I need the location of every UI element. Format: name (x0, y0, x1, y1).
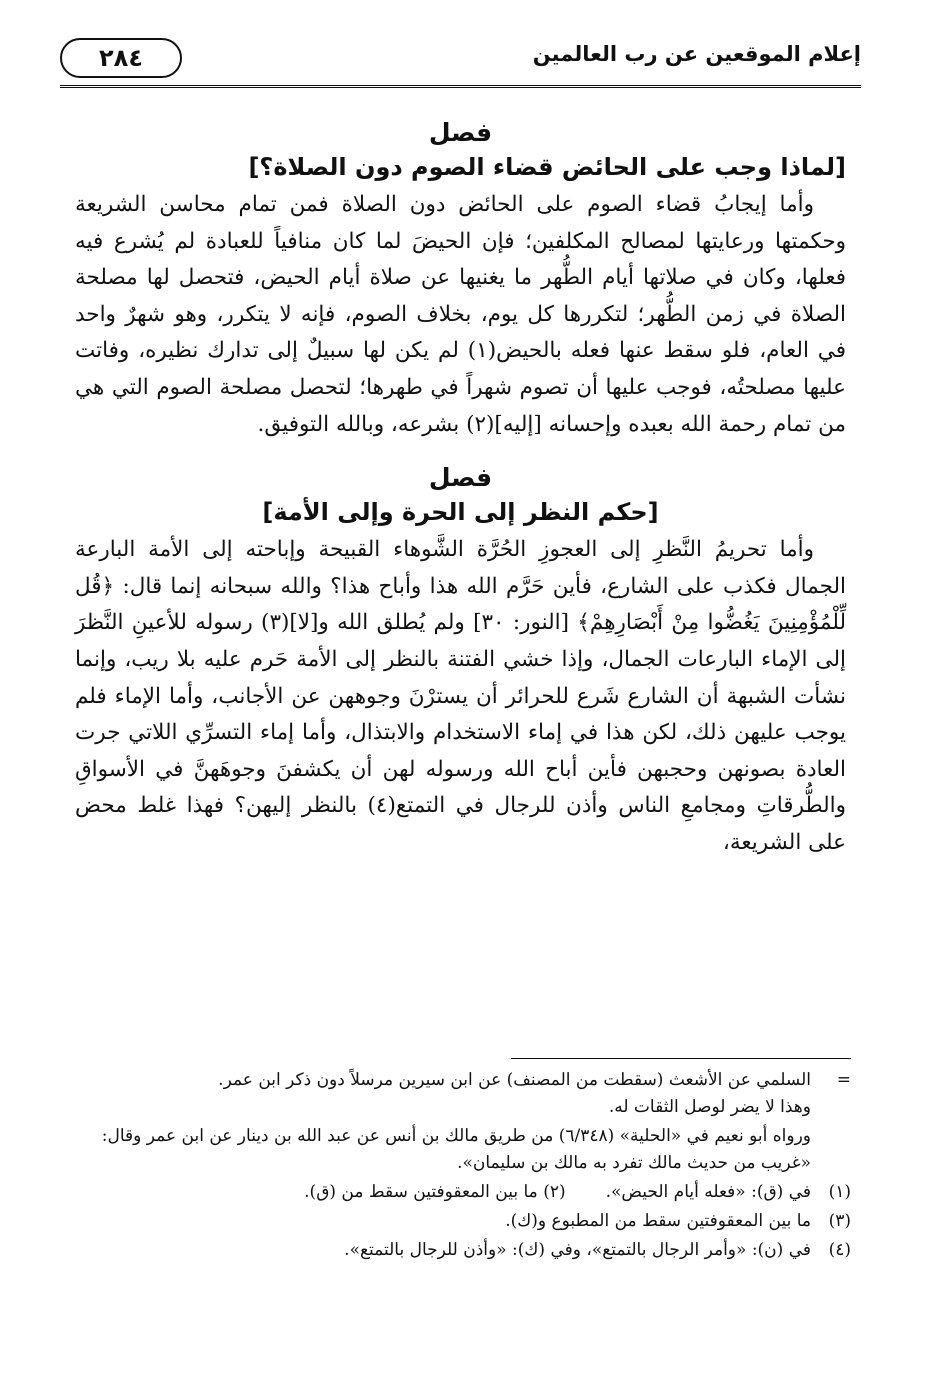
header-rule (60, 85, 861, 88)
footnote-4-text: في (ن): «وأمر الرجال بالتمتع»، وفي (ك): «وأذن للرجال بالتمتع». (344, 1240, 811, 1260)
footnote-4 (75, 1237, 851, 1264)
footnote-1-2 (75, 1179, 851, 1206)
page-header (60, 38, 861, 88)
section-subtitle-2: [حكم النظر إلى الحرة وإلى الأمة] (262, 498, 659, 527)
footnote-1-text: في (ق): «فعله أيام الحيض». (605, 1182, 811, 1202)
footnote-2-mark: (٢) (543, 1182, 566, 1202)
page-number: ٢٨٤ (60, 38, 182, 78)
paragraph-2: وأما تحريمُ النَّظرِ إلى العجوزِ الحُرَّة الشَّوهاء القبيحة وإباحته إلى الأمة البارعة الجمال فكذب على الشارع، فأين حَرَّم الله هذا وأباح هذا؟ والله سبحانه إنما قال: ﴿قُل لِّلْمُؤْمِنِينَ يَغُضُّوا مِنْ أَبْصَارِهِمْ﴾ [النور: ٣٠] ولم يُطلق الله و[لا](٣) رسوله للأعينِ النَّظرَ إلى الإماء البارعات الجمال، وإذا خشي الفتنة بالنظر إلى الأمة حَرم عليه بلا ريب، وإنما نشأت الشبهة أن الشارع شَرع للحرائر أن يسترْنَ وجوههن عن الأجانب، وأما الإماء فلم يوجب عليهن ذلك، لكن هذا في إماء الاستخدام والابتذال، وأما إماء التسرِّي اللاتي جرت العادة بصونهن وحجبهن فأين أباح الله ورسوله لهن أن يكشفنَ وجوهَهنَّ في الأسواقِ والطُّرقاتِ ومجامعِ الناس وأذن للرجال في التمتع(٤) بالنظر إليهن؟ فهذا غلط محض على الشريعة، (75, 537, 846, 855)
footnote-continuation (75, 1067, 851, 1121)
footnotes (75, 1058, 851, 1266)
footnote-hilya: ورواه أبو نعيم في «الحلية» (٦/٣٤٨) من طريق مالك بن أنس عن عبد الله بن دينار عن ابن عمر وقال: «غريب من حديث مالك تفرد به مالك بن سليمان». (101, 1126, 811, 1173)
main-text (75, 110, 846, 862)
footnote-1-mark: (١) (828, 1182, 851, 1202)
footnote-3 (75, 1208, 851, 1235)
footnote-2-text: ما بين المعقوفتين سقط من (ق). (304, 1182, 538, 1202)
continuation-line-1: السلمي عن الأشعث (سقطت من المصنف) عن ابن سيرين مرسلاً دون ذكر ابن عمر. (218, 1070, 811, 1090)
paragraph-1: وأما إيجابُ قضاء الصوم على الحائض دون الصلاة فمن تمام محاسن الشريعة وحكمتها ورعايتها لمصالح المكلفين؛ فإن الحيضَ لما كان منافياً للعبادة لم يُشرع فيه فعلها، وكان في صلاتها أيام الطُّهر ما يغنيها عن صلاة أيام الحيض، فتحصل لها مصلحة الصلاة في زمن الطُّهر؛ لتكررها كل يوم، بخلاف الصوم، فإنه لا يتكرر، وهو شهرٌ واحد في العام، فلو سقط عنها فعله بالحيض(١) لم يكن لها سبيلٌ إلى تدارك نظيره، وفاتت عليها مصلحتُه، فوجب عليها أن تصوم شهراً في طهرها؛ لتحصل مصلحة الصوم التي هي من تمام رحمة الله بعبده وإحسانه [إليه](٢) بشرعه، وبالله التوفيق. (75, 192, 847, 437)
footnote-3-text: ما بين المعقوفتين سقط من المطبوع و(ك). (505, 1211, 811, 1231)
section-heading-2: فصل (428, 463, 493, 493)
footnote-3-mark: (٣) (828, 1211, 851, 1231)
section-heading-1: فصل (428, 118, 493, 147)
continuation-mark: = (836, 1070, 851, 1090)
book-title: إعلام الموقعين عن رب العالمين (532, 42, 861, 66)
section-subtitle-1: [لماذا وجب على الحائض قضاء الصوم دون الصلاة؟] (248, 153, 846, 181)
continuation-line-2: وهذا لا يضر لوصل الثقات له. (608, 1097, 811, 1117)
footnote-4-mark: (٤) (828, 1240, 851, 1260)
footnote-divider (511, 1058, 851, 1059)
